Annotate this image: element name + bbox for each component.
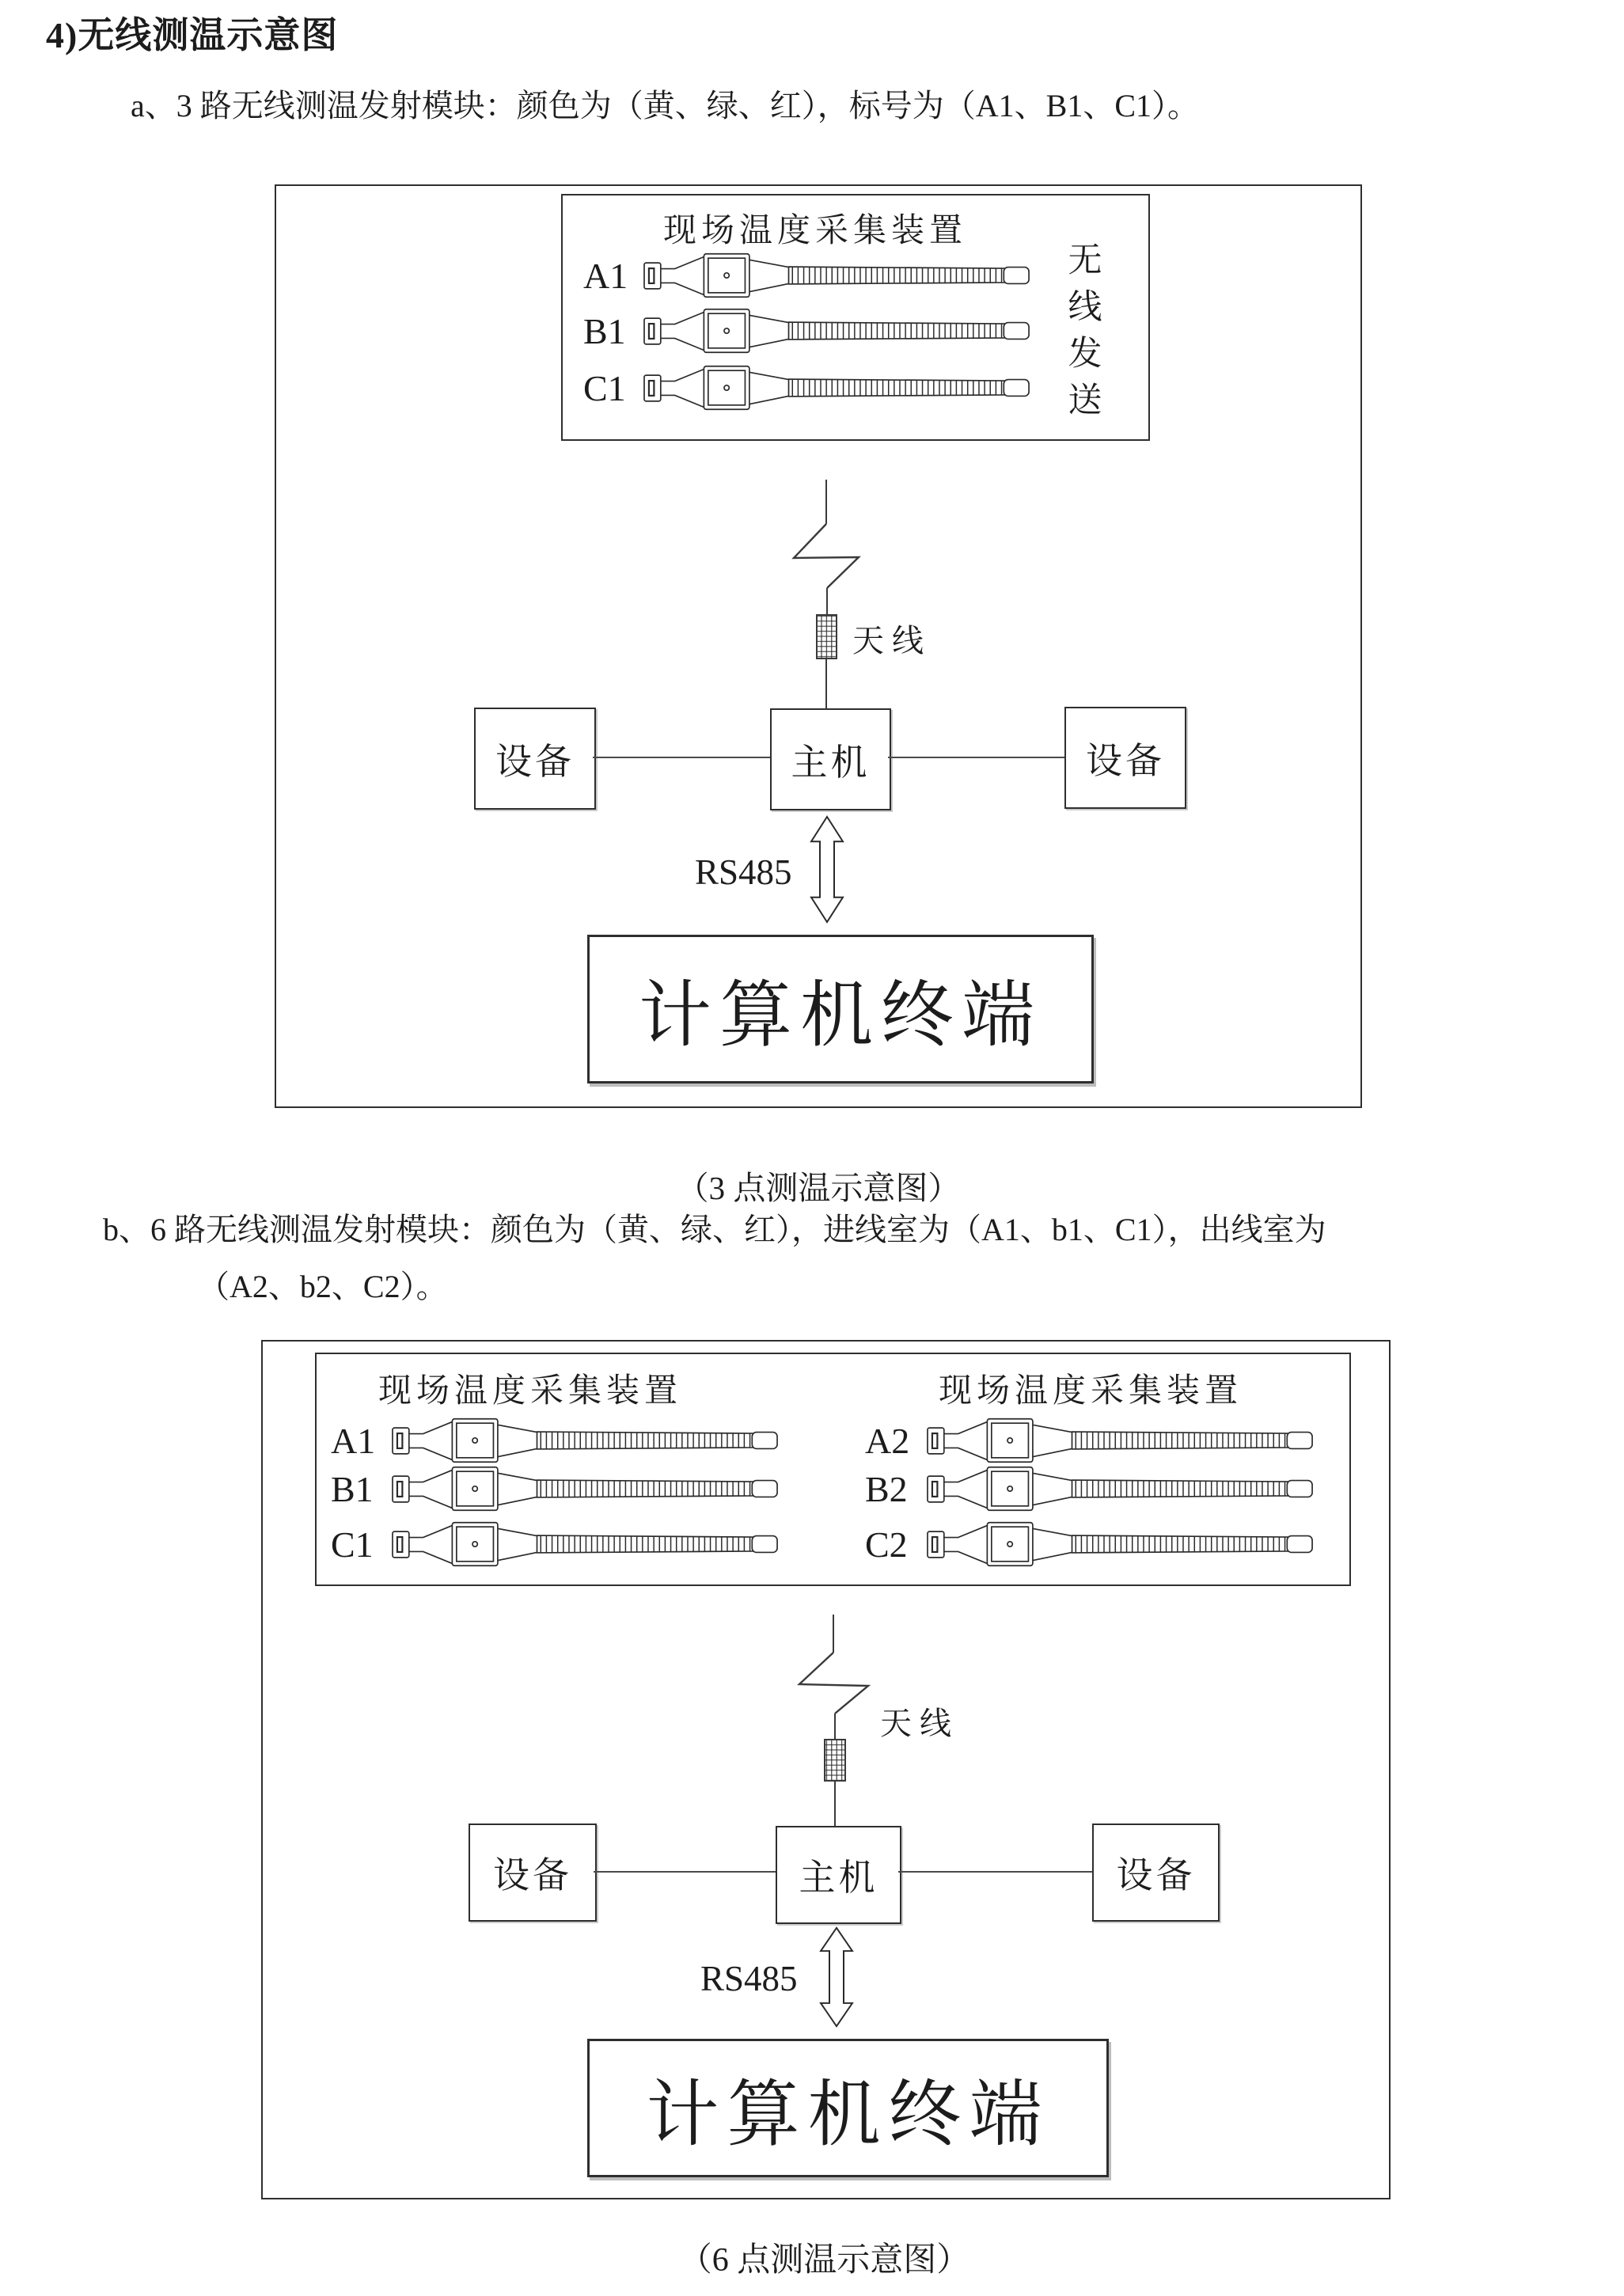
diagram2-host-box	[776, 1826, 901, 1924]
diagram2-bus-label: RS485	[700, 1959, 798, 1998]
wireless-char: 无	[1068, 242, 1102, 279]
section-heading: 4)无线测温示意图	[46, 15, 339, 55]
paragraph-b-line2: （A2、b2、C2）。	[198, 1269, 448, 1304]
diagram2-device-left-box	[469, 1824, 597, 1922]
diagram1-device-left-box	[474, 708, 596, 810]
host-label: 主机	[791, 742, 871, 783]
diagram1-caption: （3 点测温示意图）	[676, 1170, 961, 1206]
connector-line	[898, 1871, 1092, 1873]
temp-sensor-icon	[643, 307, 1035, 355]
lightning-break-icon	[784, 472, 1005, 709]
sensor-label: B1	[583, 311, 626, 351]
diagram1-collector-title: 现场温度采集装置	[663, 213, 968, 249]
diagram1-device-right-box	[1064, 707, 1186, 809]
connector-line	[888, 757, 1064, 758]
double-arrow-icon	[819, 1926, 854, 2028]
temp-sensor-icon	[391, 1520, 784, 1568]
diagram2-device-right-box	[1092, 1824, 1220, 1922]
temp-sensor-icon	[926, 1417, 1319, 1464]
diagram1-terminal-box	[587, 935, 1094, 1083]
diagram1-wireless-send-label	[1065, 237, 1105, 424]
sensor-label: A1	[583, 256, 628, 296]
sensor-label: A1	[331, 1421, 376, 1461]
diagram1-bus-label: RS485	[695, 852, 792, 892]
host-label: 主机	[799, 1858, 878, 1898]
temp-sensor-icon	[643, 252, 1035, 299]
connector-line	[593, 757, 770, 758]
diagram2-collector-title-right: 现场温度采集装置	[939, 1373, 1243, 1410]
device-label: 设备	[1086, 740, 1165, 781]
sensor-label: B2	[865, 1469, 908, 1509]
diagram1-antenna-label: 天线	[852, 623, 932, 658]
double-arrow-icon	[810, 815, 844, 924]
temp-sensor-icon	[926, 1520, 1319, 1568]
sensor-label: C2	[865, 1524, 908, 1565]
terminal-label: 计算机终端	[646, 2074, 1050, 2155]
device-label: 设备	[493, 1855, 572, 1896]
device-label: 设备	[1116, 1855, 1196, 1896]
temp-sensor-icon	[643, 364, 1035, 412]
terminal-label: 计算机终端	[638, 975, 1042, 1056]
sensor-label: A2	[865, 1421, 910, 1461]
wireless-char: 线	[1068, 289, 1102, 326]
temp-sensor-icon	[391, 1465, 784, 1512]
diagram1-host-box	[770, 708, 891, 810]
antenna-icon	[817, 615, 837, 658]
diagram2-collector-title-left: 现场温度采集装置	[378, 1373, 683, 1410]
connector-line	[594, 1871, 776, 1873]
temp-sensor-icon	[926, 1465, 1319, 1512]
paragraph-a: a、3 路无线测温发射模块：颜色为（黄、绿、红），标号为（A1、B1、C1）。	[131, 88, 1199, 123]
wireless-char: 发	[1068, 336, 1102, 373]
wireless-char: 送	[1068, 382, 1102, 419]
sensor-label: C1	[583, 368, 626, 408]
sensor-label: C1	[331, 1524, 374, 1565]
diagram2-antenna-label: 天线	[880, 1706, 959, 1741]
diagram2-caption: （6 点测温示意图）	[678, 2242, 970, 2279]
antenna-icon	[825, 1740, 845, 1781]
diagram2-terminal-box	[587, 2039, 1109, 2177]
temp-sensor-icon	[391, 1417, 784, 1464]
device-label: 设备	[495, 741, 575, 782]
sensor-label: B1	[331, 1469, 374, 1509]
paragraph-b-line1: b、6 路无线测温发射模块：颜色为（黄、绿、红），进线室为（A1、b1、C1），出线室为	[103, 1212, 1326, 1247]
